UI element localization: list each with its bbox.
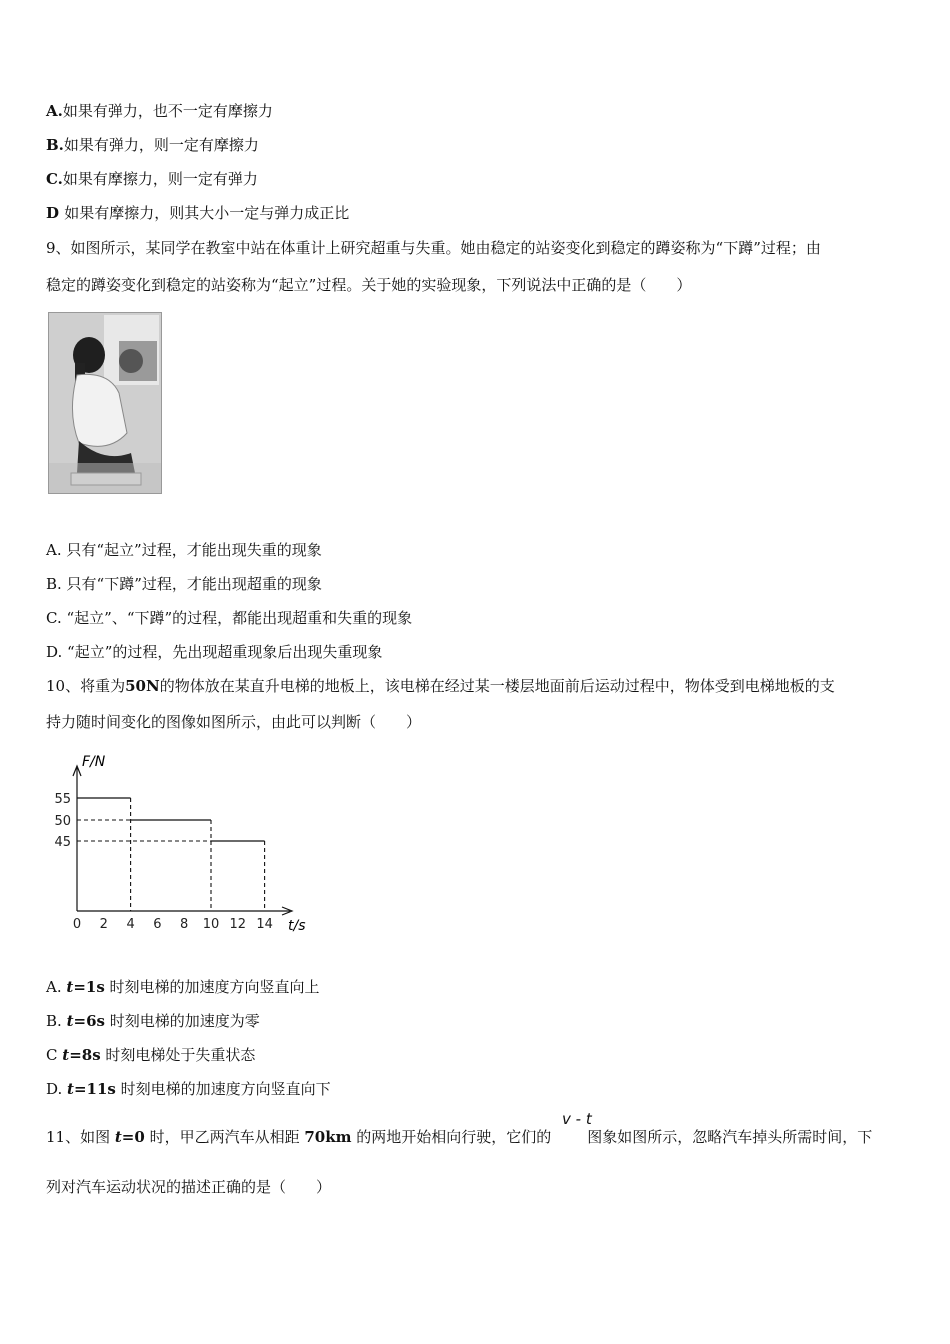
x-axis-label: t/s xyxy=(288,918,306,934)
q9-option-b: B. 只有“下蹲”过程，才能出现超重的现象 xyxy=(46,575,322,593)
chart-guides xyxy=(77,798,265,911)
q9-stem-line2: 稳定的蹲姿变化到稳定的站姿称为“起立”过程。关于她的实验现象，下列说法中正确的是（ ） xyxy=(46,276,692,294)
force-time-chart xyxy=(40,750,340,940)
x-tick-label: 4 xyxy=(126,917,135,932)
y-tick-label: 50 xyxy=(54,814,71,829)
q10-stem-line2: 持力随时间变化的图像如图所示，由此可以判断（ ） xyxy=(46,713,422,731)
x-tick-label: 6 xyxy=(153,917,162,932)
q8-option-c: C.如果有摩擦力，则一定有弹力 xyxy=(46,170,258,188)
q10-option-c: C t=8s 时刻电梯处于失重状态 xyxy=(46,1046,256,1064)
vt-label: v - t xyxy=(562,1110,592,1128)
q11-stem-line1: 11、如图 t=0 时，甲乙两汽车从相距 70km 的两地开始相向行驶，它们的 图象如图所示，忽略汽车掉头所需时间，下 xyxy=(46,1128,873,1146)
y-tick-label: 45 xyxy=(54,835,71,850)
y-tick-label: 55 xyxy=(54,792,71,807)
q8-option-a: A.如果有弹力，也不一定有摩擦力 xyxy=(46,102,273,120)
q8-option-d: D 如果有摩擦力，则其大小一定与弹力成正比 xyxy=(46,204,350,222)
q8-option-b: B.如果有弹力，则一定有摩擦力 xyxy=(46,136,259,154)
q9-option-a: A. 只有“起立”过程，才能出现失重的现象 xyxy=(46,541,322,559)
q10-option-d: D. t=11s 时刻电梯的加速度方向竖直向下 xyxy=(46,1080,331,1098)
q10-option-a: A. t=1s 时刻电梯的加速度方向竖直向上 xyxy=(46,978,320,996)
q10-stem-line1: 10、将重为50N的物体放在某直升电梯的地板上，该电梯在经过某一楼层地面前后运动过程中，物体受到电梯地板的支 xyxy=(46,677,835,695)
x-tick-label: 8 xyxy=(180,917,189,932)
x-tick-label: 2 xyxy=(99,917,108,932)
y-axis-label: F/N xyxy=(82,754,106,770)
q9-option-d: D. “起立”的过程，先出现超重现象后出现失重现象 xyxy=(46,643,383,661)
x-tick-label: 14 xyxy=(256,917,273,932)
x-tick-label: 12 xyxy=(229,917,247,932)
q10-option-b: B. t=6s 时刻电梯的加速度为零 xyxy=(46,1012,260,1030)
x-tick-label: 0 xyxy=(72,917,82,932)
q9-option-c: C. “起立”、“下蹲”的过程，都能出现超重和失重的现象 xyxy=(46,609,413,627)
x-tick-label: 10 xyxy=(202,917,220,932)
student-squat-photo xyxy=(48,312,162,494)
q11-stem-line2: 列对汽车运动状况的描述正确的是（ ） xyxy=(46,1178,332,1196)
q9-stem-line1: 9、如图所示，某同学在教室中站在体重计上研究超重与失重。她由稳定的站姿变化到稳定的蹲姿称为“下蹲”过程；由 xyxy=(46,239,821,257)
